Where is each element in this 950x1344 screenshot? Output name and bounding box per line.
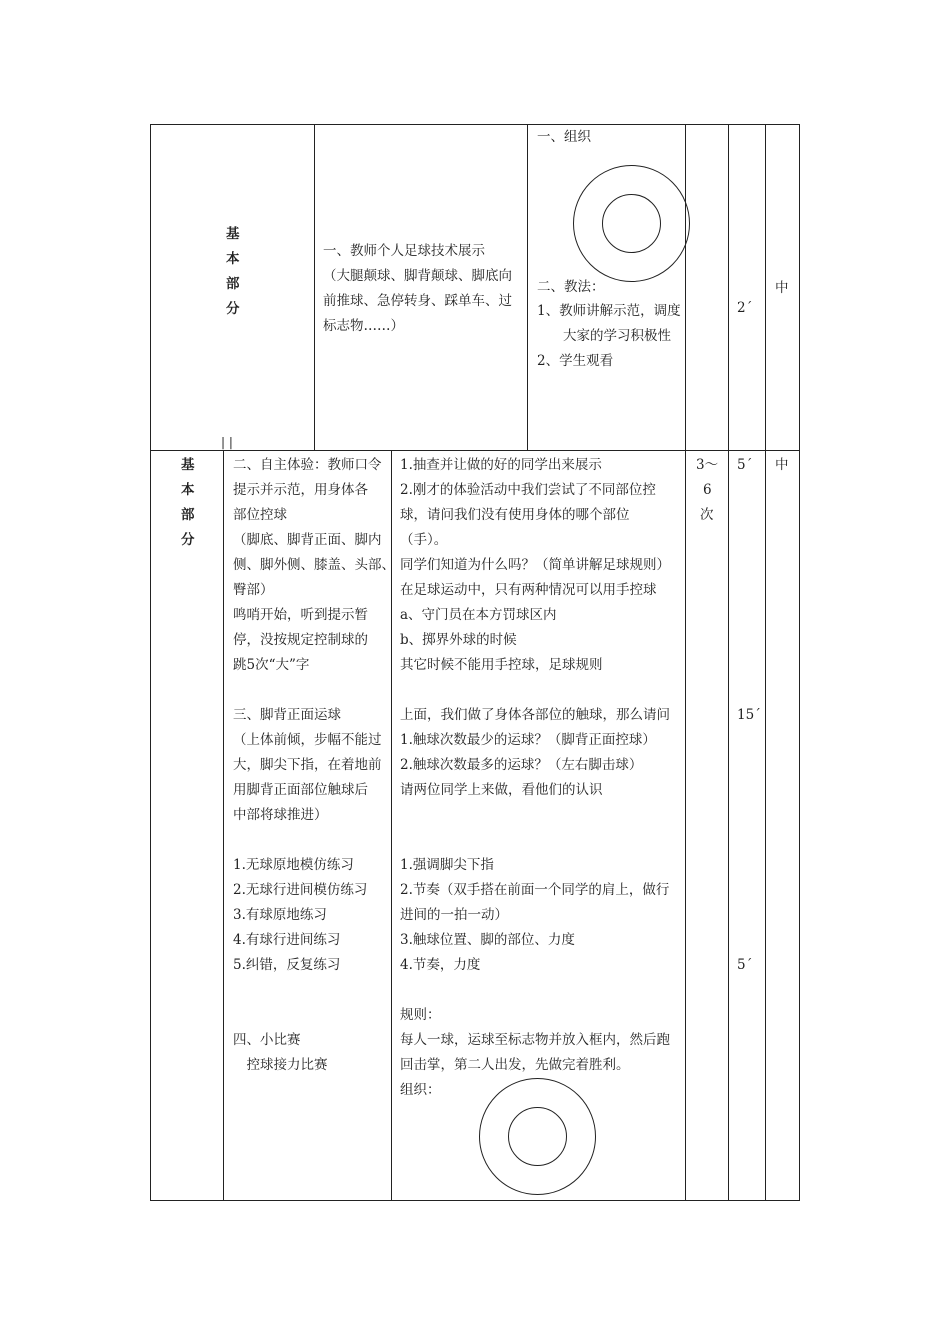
row2-count-line: 3～: [696, 457, 719, 473]
row2-content-line: 鸣哨开始，听到提示暂: [233, 607, 368, 623]
row1-content-line: 前推球、急停转身、踩单车、过: [323, 293, 512, 309]
row2-content-line: 停，没按规定控制球的: [233, 632, 368, 648]
row2-count-line: 6: [703, 482, 712, 498]
row1-org-title: 一、组织: [537, 129, 591, 145]
row2-method-line: 4.节奏，力度: [400, 957, 481, 973]
row2-method-line: 1.抽查并让做的好的同学出来展示: [400, 457, 602, 473]
row2-time: 5´: [737, 457, 753, 473]
organization-inner-circle: [602, 194, 661, 253]
row1-section-char: 分: [226, 301, 240, 317]
row2-method-line: 同学们知道为什么吗？（简单讲解足球规则）: [400, 557, 670, 573]
row2-content-line: （脚底、脚背正面、脚内: [233, 532, 382, 548]
row2-method-line: 进间的一拍一动）: [400, 907, 508, 923]
row1-method-title: 二、教法：: [537, 279, 605, 295]
row2-content-line: 臀部）: [233, 582, 274, 598]
row1-section-char: 基: [226, 226, 240, 242]
col-divider-row1-a: [314, 124, 315, 450]
col-divider-row1-b: [527, 124, 528, 450]
row2-method-line: 规则：: [400, 1007, 441, 1023]
row1-intensity: 中: [775, 280, 789, 296]
row2-content-line: 部位控球: [233, 507, 287, 523]
row1-content-line: 一、教师个人足球技术展示: [323, 243, 485, 259]
organization-inner-circle: [508, 1107, 567, 1166]
row2-count-line: 次: [700, 507, 714, 523]
row-divider: [150, 450, 800, 451]
row2-section-char: 基: [181, 457, 195, 473]
col-divider-row2-a: [223, 450, 224, 1200]
row2-content-line: 4.有球行进间练习: [233, 932, 341, 948]
row2-section-char: 部: [181, 507, 195, 523]
table-bottom-border: [150, 1200, 800, 1201]
row2-content-line: 2.无球行进间模仿练习: [233, 882, 368, 898]
row2-content-line: 用脚背正面部位触球后: [233, 782, 368, 798]
table-left-border: [150, 124, 151, 1201]
col-divider-count: [685, 124, 686, 1201]
row2-content-line: 3.有球原地练习: [233, 907, 327, 923]
row1-method-item: 1、教师讲解示范，调度: [537, 303, 681, 319]
row2-content-line: 5.纠错，反复练习: [233, 957, 341, 973]
row2-content-line: 大，脚尖下指，在着地前: [233, 757, 382, 773]
row2-method-line: （手）。: [400, 532, 448, 548]
row2-section-char: 本: [181, 482, 195, 498]
table-right-border: [799, 124, 800, 1201]
row2-method-line: 回击掌，第二人出发，先做完着胜利。: [400, 1057, 630, 1073]
row2-method-line: 2.刚才的体验活动中我们尝试了不同部位控: [400, 482, 656, 498]
row2-time: 5´: [737, 957, 753, 973]
row2-method-line: b、掷界外球的时候: [400, 632, 517, 648]
row2-content-line: 四、小比赛: [233, 1032, 301, 1048]
row1-content-line: 标志物……）: [323, 318, 404, 334]
row2-content-line: 跳5次“大”字: [233, 657, 310, 673]
row1-method-item: 2、学生观看: [537, 353, 614, 369]
row1-time: 2´: [737, 300, 753, 316]
row2-content-line: （上体前倾，步幅不能过: [233, 732, 382, 748]
row2-content-line: 中部将球推进）: [233, 807, 328, 823]
row2-method-line: 其它时候不能用手控球，足球规则: [400, 657, 603, 673]
col-divider-time: [728, 124, 729, 1201]
row2-method-line: 上面，我们做了身体各部位的触球，那么请问: [400, 707, 670, 723]
row1-method-item: 大家的学习积极性: [563, 328, 671, 344]
row2-method-line: 2.触球次数最多的运球？（左右脚击球）: [400, 757, 643, 773]
row2-method-line: 3.触球位置、脚的部位、力度: [400, 932, 575, 948]
row2-method-line: a、守门员在本方罚球区内: [400, 607, 557, 623]
row2-content-line: 控球接力比赛: [233, 1057, 328, 1073]
row2-content-line: 1.无球原地模仿练习: [233, 857, 354, 873]
row2-content-line: 三、脚背正面运球: [233, 707, 341, 723]
row2-section-char: 分: [181, 532, 195, 548]
row2-content-line: 侧、脚外侧、膝盖、头部、: [233, 557, 395, 573]
row2-method-line: 球，请问我们没有使用身体的哪个部位: [400, 507, 630, 523]
row1-bars: | |: [221, 435, 233, 449]
row2-method-line: 组织：: [400, 1082, 441, 1098]
row2-method-line: 请两位同学上来做，看他们的认识: [400, 782, 603, 798]
row1-section-char: 部: [226, 276, 240, 292]
row2-method-line: 每人一球，运球至标志物并放入框内，然后跑: [400, 1032, 670, 1048]
row2-method-line: 2.节奏（双手搭在前面一个同学的肩上，做行: [400, 882, 670, 898]
row2-content-line: 提示并示范，用身体各: [233, 482, 368, 498]
row2-method-line: 在足球运动中，只有两种情况可以用手控球: [400, 582, 657, 598]
row2-time: 15´: [737, 707, 761, 723]
row2-method-line: 1.强调脚尖下指: [400, 857, 494, 873]
row2-intensity: 中: [775, 457, 789, 473]
row1-content-line: （大腿颠球、脚背颠球、脚底向: [323, 268, 512, 284]
table-top-border: [150, 124, 800, 125]
col-divider-intensity: [765, 124, 766, 1201]
row2-content-line: 二、自主体验：教师口令: [233, 457, 382, 473]
row1-section-char: 本: [226, 251, 240, 267]
row2-method-line: 1.触球次数最少的运球？（脚背正面控球）: [400, 732, 656, 748]
